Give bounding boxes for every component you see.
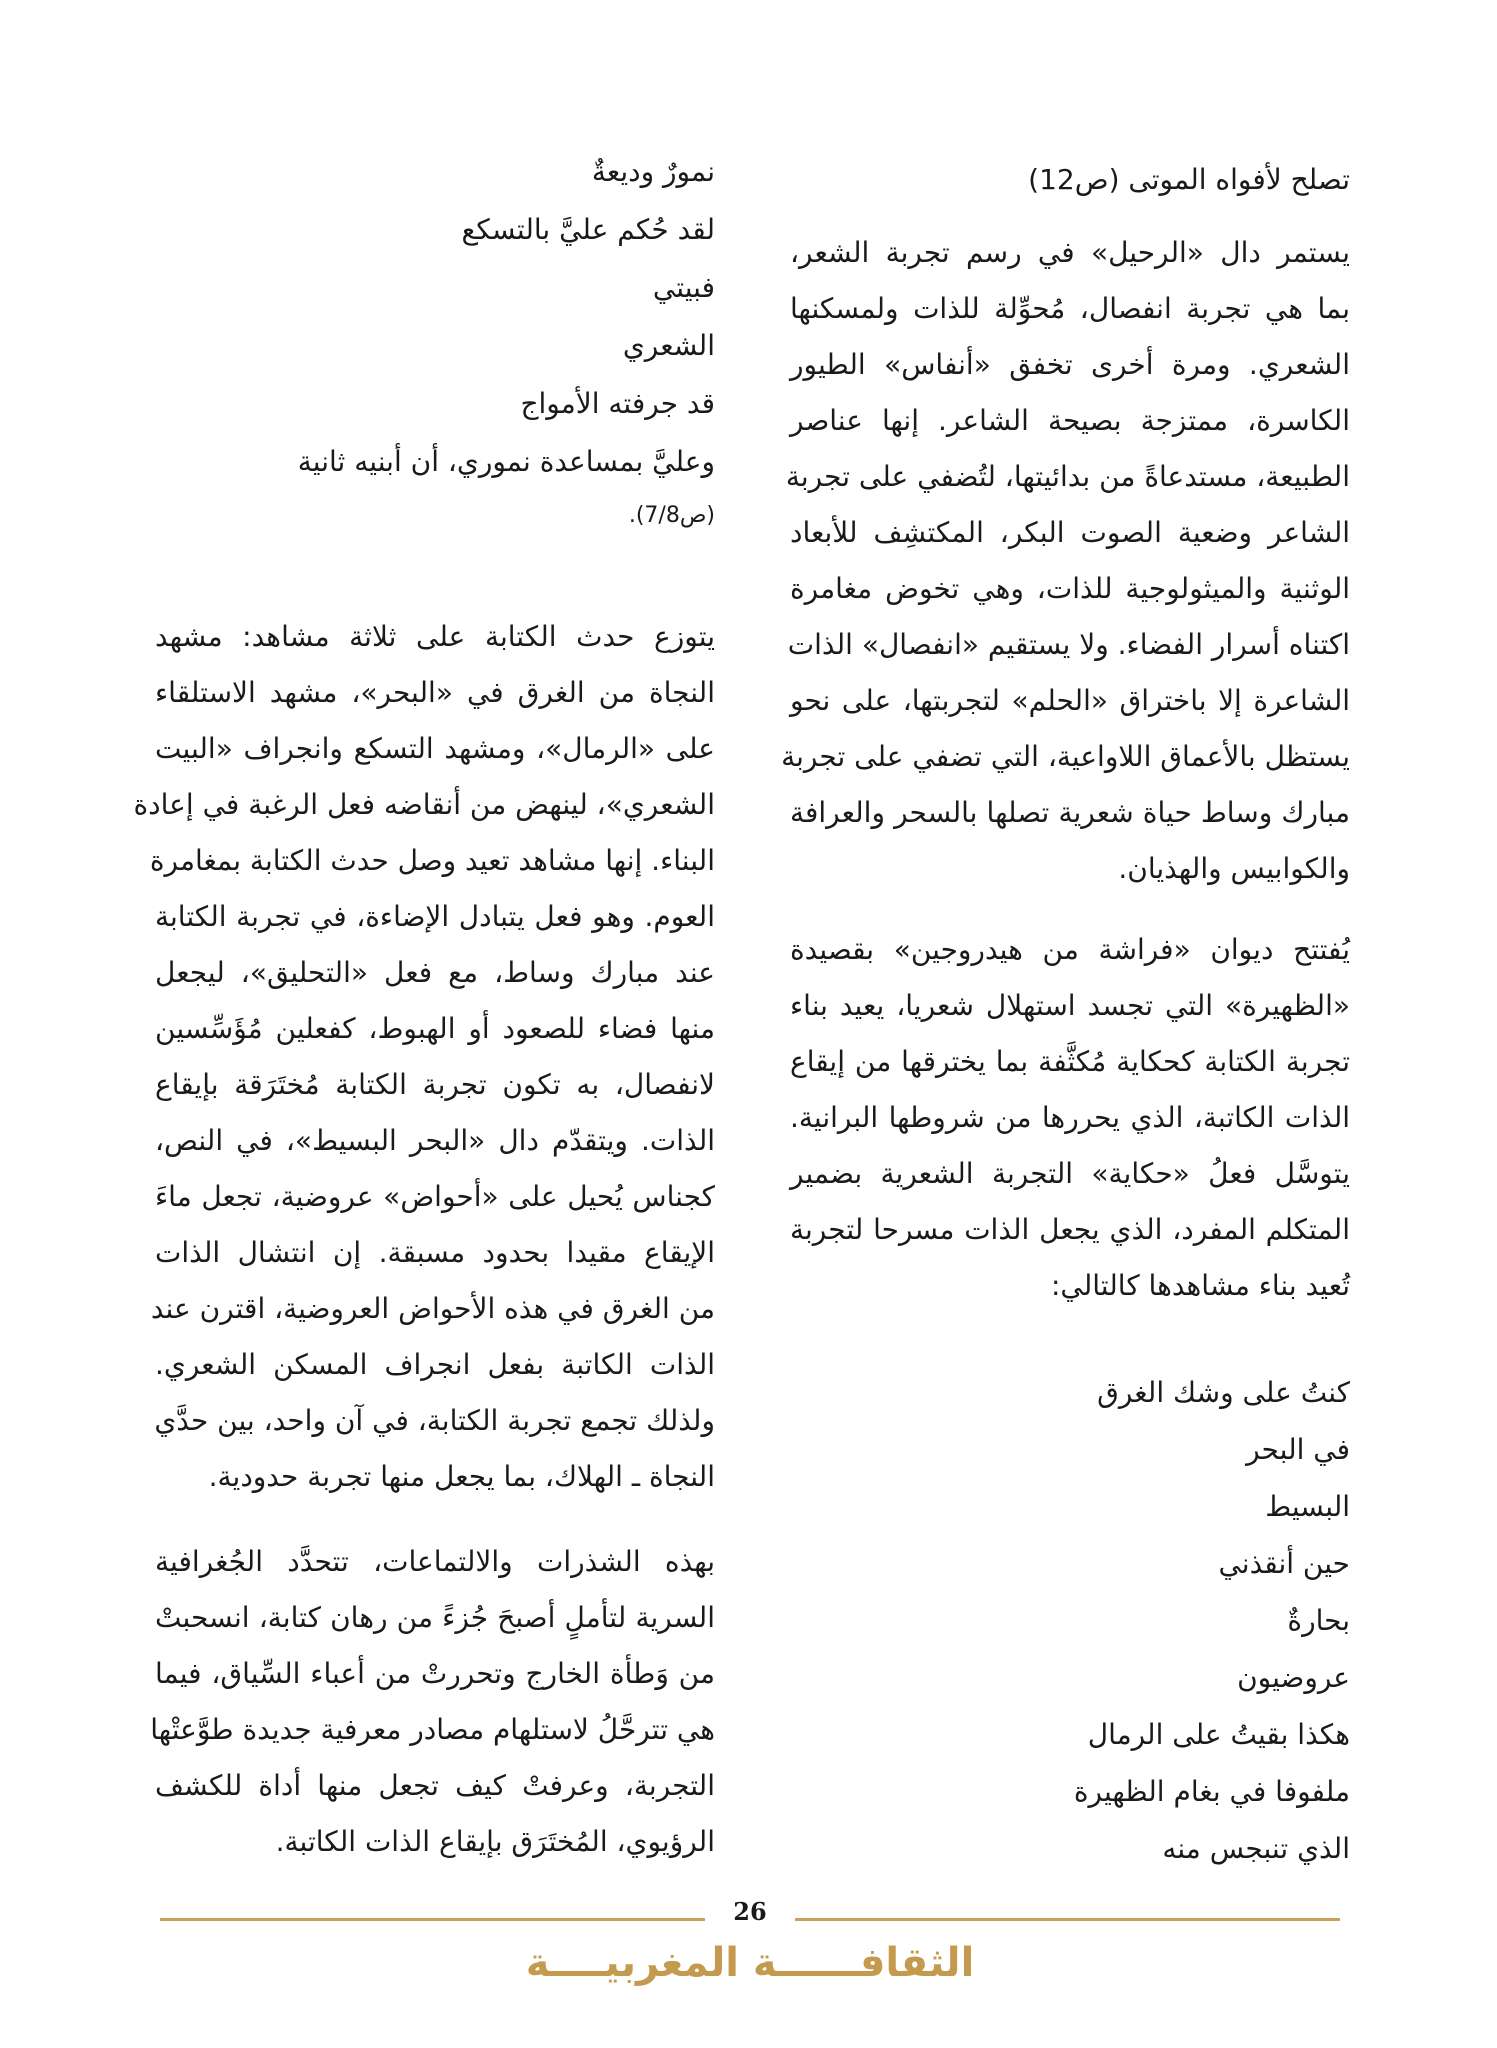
text-line: لانفصال، به تكون تجربة الكتابة مُختَرَقة بإيقاع — [155, 1068, 715, 1101]
poem-line: عروضيون — [1237, 1661, 1350, 1694]
poem-line: بحارةٌ — [1287, 1604, 1350, 1637]
text-line: الذات الكاتبة بفعل انجراف المسكن الشعري. — [155, 1348, 715, 1381]
text-line: الشاعرة إلا باختراق «الحلم» لتجربتها، على نحو — [790, 684, 1350, 717]
text-line: النجاة ـ الهلاك، بما يجعل منها تجربة حدودية. — [208, 1460, 715, 1493]
text-line: كجناس يُحيل على «أحواض» عروضية، تجعل ماءَ — [155, 1180, 715, 1213]
text-line: هي تترحَّلُ لاستلهام مصادر معرفية جديدة طوَّعتْها — [150, 1713, 715, 1746]
text-line: ولذلك تجمع تجربة الكتابة، في آن واحد، بين حدَّي — [154, 1404, 715, 1437]
poem-line: فبيتي — [652, 271, 715, 304]
poem-line: وعليَّ بمساعدة نموري، أن أبنيه ثانية — [297, 445, 715, 478]
poem-line: الذي تنبجس منه — [1162, 1832, 1350, 1865]
text-line: الوثنية والميثولوجية للذات، وهي تخوض مغامرة — [790, 572, 1350, 605]
text-line: «الظهيرة» التي تجسد استهلال شعريا، يعيد بناء — [790, 989, 1350, 1022]
text-line: الرؤيوي، المُختَرَق بإيقاع الذات الكاتبة. — [275, 1825, 715, 1858]
text-line: العوم. وهو فعل يتبادل الإضاءة، في تجربة الكتابة — [155, 900, 715, 933]
poem-line: قد جرفته الأمواج — [520, 387, 715, 420]
text-line: يتوزع حدث الكتابة على ثلاثة مشاهد: مشهد — [155, 620, 715, 653]
text-line: على «الرمال»، ومشهد التسكع وانجراف «البيت — [155, 732, 715, 765]
text-line: التجربة، وعرفتْ كيف تجعل منها أداة للكشف — [155, 1769, 715, 1802]
text-line: النجاة من الغرق في «البحر»، مشهد الاستلقاء — [155, 676, 715, 709]
text-line: الشاعر وضعية الصوت البكر، المكتشِف للأبعاد — [790, 516, 1350, 549]
text-line: بهذه الشذرات والالتماعات، تتحدَّد الجُغرافية — [155, 1545, 715, 1578]
text-line: المتكلم المفرد، الذي يجعل الذات مسرحا لتجربة — [790, 1213, 1350, 1246]
text-line: الذات الكاتبة، الذي يحررها من شروطها البرانية. — [790, 1101, 1350, 1134]
text-line: تجربة الكتابة كحكاية مُكثَّفة بما يخترقها من إيقاع — [790, 1045, 1350, 1078]
text-line: تُعيد بناء مشاهدها كالتالي: — [1050, 1269, 1350, 1302]
poem-line: لقد حُكم عليَّ بالتسكع — [461, 213, 715, 246]
text-line: اكتناه أسرار الفضاء. ولا يستقيم «انفصال» الذات — [787, 628, 1350, 661]
text-line: الطبيعة، مستدعاةً من بدائيتها، لتُضفي على تجربة — [785, 460, 1350, 493]
text-line: والكوابيس والهذيان. — [1118, 852, 1350, 885]
poem-reference: (ص7/8). — [628, 503, 715, 528]
text-line: مبارك وساط حياة شعرية تصلها بالسحر والعرافة — [790, 796, 1350, 829]
text-line: منها فضاء للصعود أو الهبوط، كفعلين مُؤَسِّسين — [155, 1012, 715, 1045]
poem-line: في البحر — [1246, 1433, 1350, 1466]
footer-rule-right — [795, 1918, 1340, 1921]
page-number: 26 — [733, 1897, 767, 1926]
magazine-title: الثقافــــــة المغربيــــة — [525, 1940, 975, 1986]
poem-line: كنتُ على وشك الغرق — [1097, 1376, 1350, 1409]
text-line: يتوسَّل فعلُ «حكاية» التجربة الشعرية بضمير — [790, 1157, 1350, 1190]
text-line: من وَطأة الخارج وتحررتْ من أعباء السِّياق، فيما — [155, 1657, 715, 1690]
intro-line: تصلح لأفواه الموتى (ص12) — [1028, 163, 1350, 196]
text-line: الشعري»، لينهض من أنقاضه فعل الرغبة في إعادة — [133, 788, 715, 821]
text-line: يُفتتح ديوان «فراشة من هيدروجين» بقصيدة — [790, 933, 1350, 966]
poem-line: نمورٌ وديعةٌ — [591, 155, 715, 188]
footer-rule-left — [160, 1918, 705, 1921]
text-line: عند مبارك وساط، مع فعل «التحليق»، ليجعل — [155, 956, 715, 989]
text-line: يستظل بالأعماق اللاواعية، التي تضفي على تجربة — [781, 740, 1350, 773]
text-line: الذات. ويتقدّم دال «البحر البسيط»، في النص، — [155, 1124, 715, 1157]
poem-line: البسيط — [1265, 1490, 1350, 1523]
poem-line: حين أنقذني — [1218, 1547, 1350, 1580]
text-line: الكاسرة، ممتزجة بصيحة الشاعر. إنها عناصر — [790, 404, 1350, 437]
text-line: الشعري. ومرة أخرى تخفق «أنفاس» الطيور — [790, 348, 1350, 381]
poem-line: ملفوفا في بغام الظهيرة — [1073, 1775, 1350, 1808]
text-line: السرية لتأملٍ أصبحَ جُزءً من رهان كتابة، انسحبتْ — [155, 1601, 715, 1634]
poem-line: هكذا بقيتُ على الرمال — [1087, 1718, 1350, 1751]
text-line: بما هي تجربة انفصال، مُحوِّلة للذات ولمسكنها — [790, 292, 1350, 325]
text-line: من الغرق في هذه الأحواض العروضية، اقترن عند — [150, 1292, 715, 1325]
poem-line: الشعري — [622, 329, 715, 362]
text-line: يستمر دال «الرحيل» في رسم تجربة الشعر، — [790, 236, 1350, 269]
text-line: البناء. إنها مشاهد تعيد وصل حدث الكتابة بمغامرة — [149, 844, 715, 877]
text-line: الإيقاع مقيدا بحدود مسبقة. إن انتشال الذات — [155, 1236, 715, 1269]
